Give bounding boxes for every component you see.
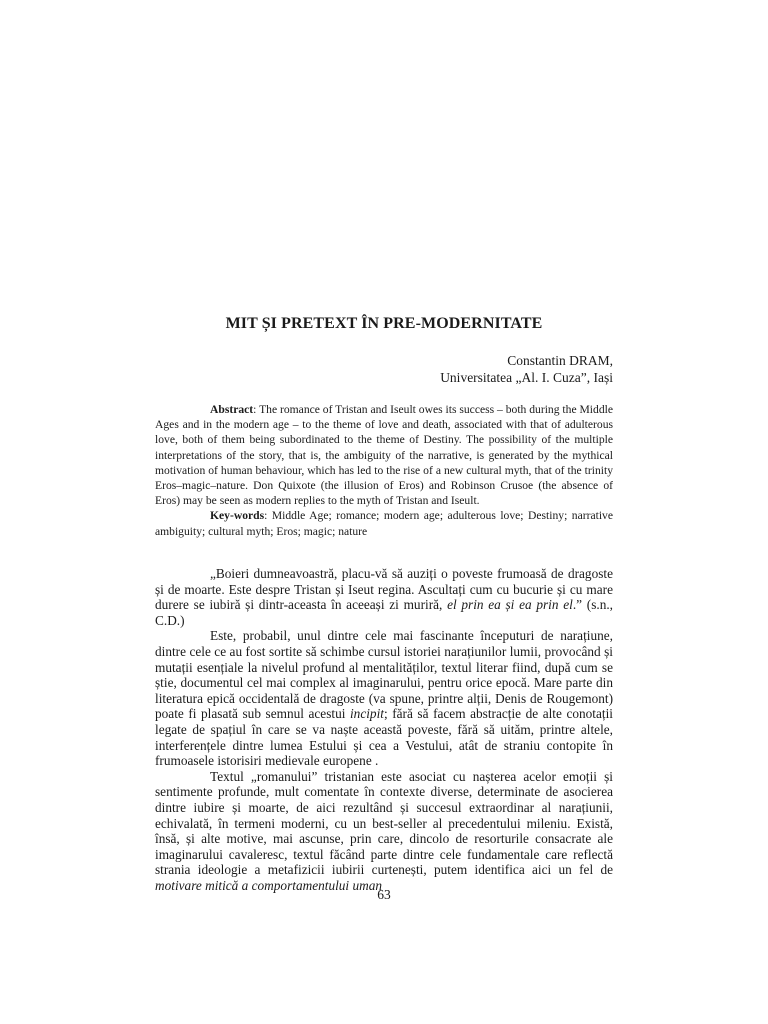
- body-text-span: Textul „romanului” tristanian este asociat cu nașterea acelor emoții și sentimente profunde, mult comentate în contexte diverse, determinate de asocierea dintre iubire și moarte, de aici rezultând și succesul extraordinar al narațiunii, echivalată, în termeni moderni, cu un best-seller al precedentului mileniu. Există, însă, și alte motive, mai ascunse, prin care, dincolo de resorturile consacrate ale imaginarului cavaleresc, textul făcând parte dintre cele fundamentale care reflectă strania ideologie a metafizicii iubirii curtenești, putem identifica aici un fel de: [155, 768, 613, 878]
- body-text-span: Este, probabil, unul dintre cele mai fascinante începuturi de narațiune, dintre cele ce au fost sortite să schimbe cursul istoriei narațiunilor lumii, provocând și mutații esențiale la nivelul profund al mentalităților, textul literar fiind, după cum se știe, documentul cel mai complex al imaginarului, pentru orice epocă. Mare parte din literatura epică occidentală de dragoste (va spune, printre alții, Denis de Rougemont) poate fi plasată sub semnul acestui: [155, 628, 613, 722]
- body-paragraph-3: [155, 769, 613, 894]
- body-text-span: „Boieri dumneavoastră, placu-vă să auziți o poveste frumoasă de dragoste și de moarte. Este despre Tristan și Iseut regina. Ascultați cum cu bucurie și cu mare durere se iubiră și dintr-aceasta în aceeași zi muriră,: [155, 566, 613, 613]
- page-title: MIT ȘI PRETEXT ÎN PRE-MODERNITATE: [225, 315, 543, 332]
- abstract-text: : The romance of Tristan and Iseult owes its success – both during the Middle Ages and in the modern age – to the theme of love and death, associated with that of adulterous love, both of them being subordinated to the theme of Destiny. The possibility of the multiple interpretations of the story, that is, the ambiguity of the narrative, is generated by the mythical motivation of human behaviour, which has led to the rise of a new cultural myth, that of the trinity Eros–magic–nature. Don Quixote (the illusion of Eros) and Robinson Crusoe (the absence of Eros) may be seen as modern replies to the myth of Tristan and Iseult.: [155, 403, 613, 508]
- author-name: Constantin DRAM,: [507, 353, 613, 368]
- keywords-text: : Middle Age; romance; modern age; adulterous love; Destiny; narrative ambiguity; cultural myth; Eros; magic; nature: [155, 509, 613, 538]
- abstract-label: Abstract: [210, 403, 254, 416]
- body-paragraph-2: [155, 628, 613, 768]
- abstract-block: [155, 402, 613, 539]
- body-paragraph-1: [155, 566, 613, 628]
- body-text: [155, 566, 613, 893]
- author-affiliation: Universitatea „Al. I. Cuza”, Iași: [440, 370, 613, 385]
- italic-phrase: el prin ea și ea prin el: [447, 597, 573, 613]
- italic-phrase: motivare mitică a comportamentului uman: [155, 877, 383, 893]
- keywords-label: Key-words: [210, 509, 265, 523]
- page-number: 63: [377, 887, 391, 902]
- body-text-span: .” (s.n., C.D.): [155, 597, 613, 628]
- keywords-paragraph: [155, 508, 613, 538]
- abstract-paragraph: [155, 402, 613, 508]
- italic-phrase: incipit: [349, 706, 384, 722]
- author-block: [440, 352, 613, 386]
- body-text-span: ; fără să facem abstracție de alte conotații legate de spațiul în care se va naște această poveste, fără să uităm, printre altele, interferențele dintre lumea Estului și cea a Vestului, atât de straniu contopite în frumoasele istorisiri medievale europene .: [155, 706, 613, 769]
